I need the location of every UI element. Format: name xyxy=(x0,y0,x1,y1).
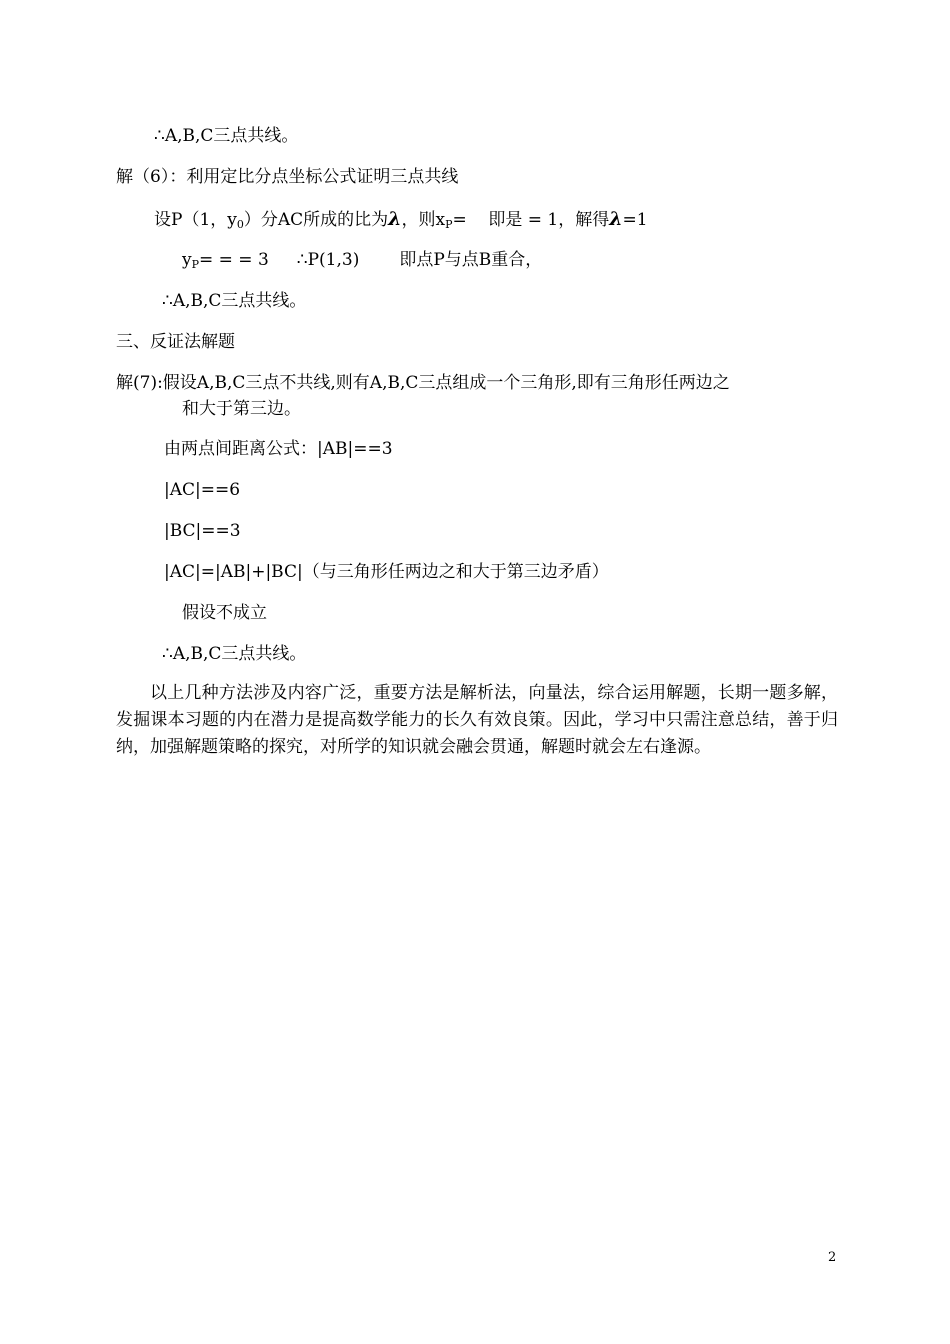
subscript: P xyxy=(445,218,453,231)
text-line: |AC|==6 xyxy=(164,480,241,500)
text-line: 由两点间距离公式：|AB|==3 xyxy=(164,439,393,459)
text-line: ∴A,B,C三点共线。 xyxy=(162,644,307,664)
text-span: ，则x xyxy=(401,210,446,230)
summary-paragraph: 以上几种方法涉及内容广泛，重要方法是解析法，向量法，综合运用解题，长期一题多解，发掘课本习题的内在潜力是提高数学能力的长久有效良策。因此，学习中只需注意总结，善于归纳，加强解题策略的探究，对所学的知识就会融会贯通，解题时就会左右逢源。 xyxy=(116,683,838,757)
lambda-symbol: λ xyxy=(609,208,623,230)
text-span: 即点P与点B重合， xyxy=(399,250,543,270)
lambda-symbol: λ xyxy=(388,208,402,230)
subscript: P xyxy=(191,258,200,271)
text-line: |AC|=|AB|+|BC|（与三角形任两边之和大于第三边矛盾） xyxy=(164,562,609,582)
page-number: 2 xyxy=(828,1250,837,1265)
section-heading: 三、反证法解题 xyxy=(116,332,235,352)
text-line xyxy=(154,208,648,231)
text-line: 解（6）：利用定比分点坐标公式证明三点共线 xyxy=(116,167,459,187)
text-span: =1 xyxy=(622,210,648,230)
text-line: ∴A,B,C三点共线。 xyxy=(154,126,299,146)
text-line: ∴A,B,C三点共线。 xyxy=(162,291,307,311)
text-span: y xyxy=(182,250,192,270)
text-span: 设P（1，y xyxy=(154,210,237,230)
text-span: = 即是 = 1，解得 xyxy=(452,210,610,230)
text-span: ∴P(1,3) xyxy=(296,250,360,270)
text-line: |BC|==3 xyxy=(164,521,241,541)
text-line: 和大于第三边。 xyxy=(182,399,301,419)
text-span: ）分AC所成的比为 xyxy=(243,210,389,230)
text-line xyxy=(182,249,542,271)
subscript: 0 xyxy=(236,218,244,231)
text-line: 假设不成立 xyxy=(182,603,267,623)
text-line: 解(7):假设A,B,C三点不共线,则有A,B,C三点组成一个三角形,即有三角形任两边之 xyxy=(116,373,730,393)
text-span: = = = 3 xyxy=(199,250,269,270)
